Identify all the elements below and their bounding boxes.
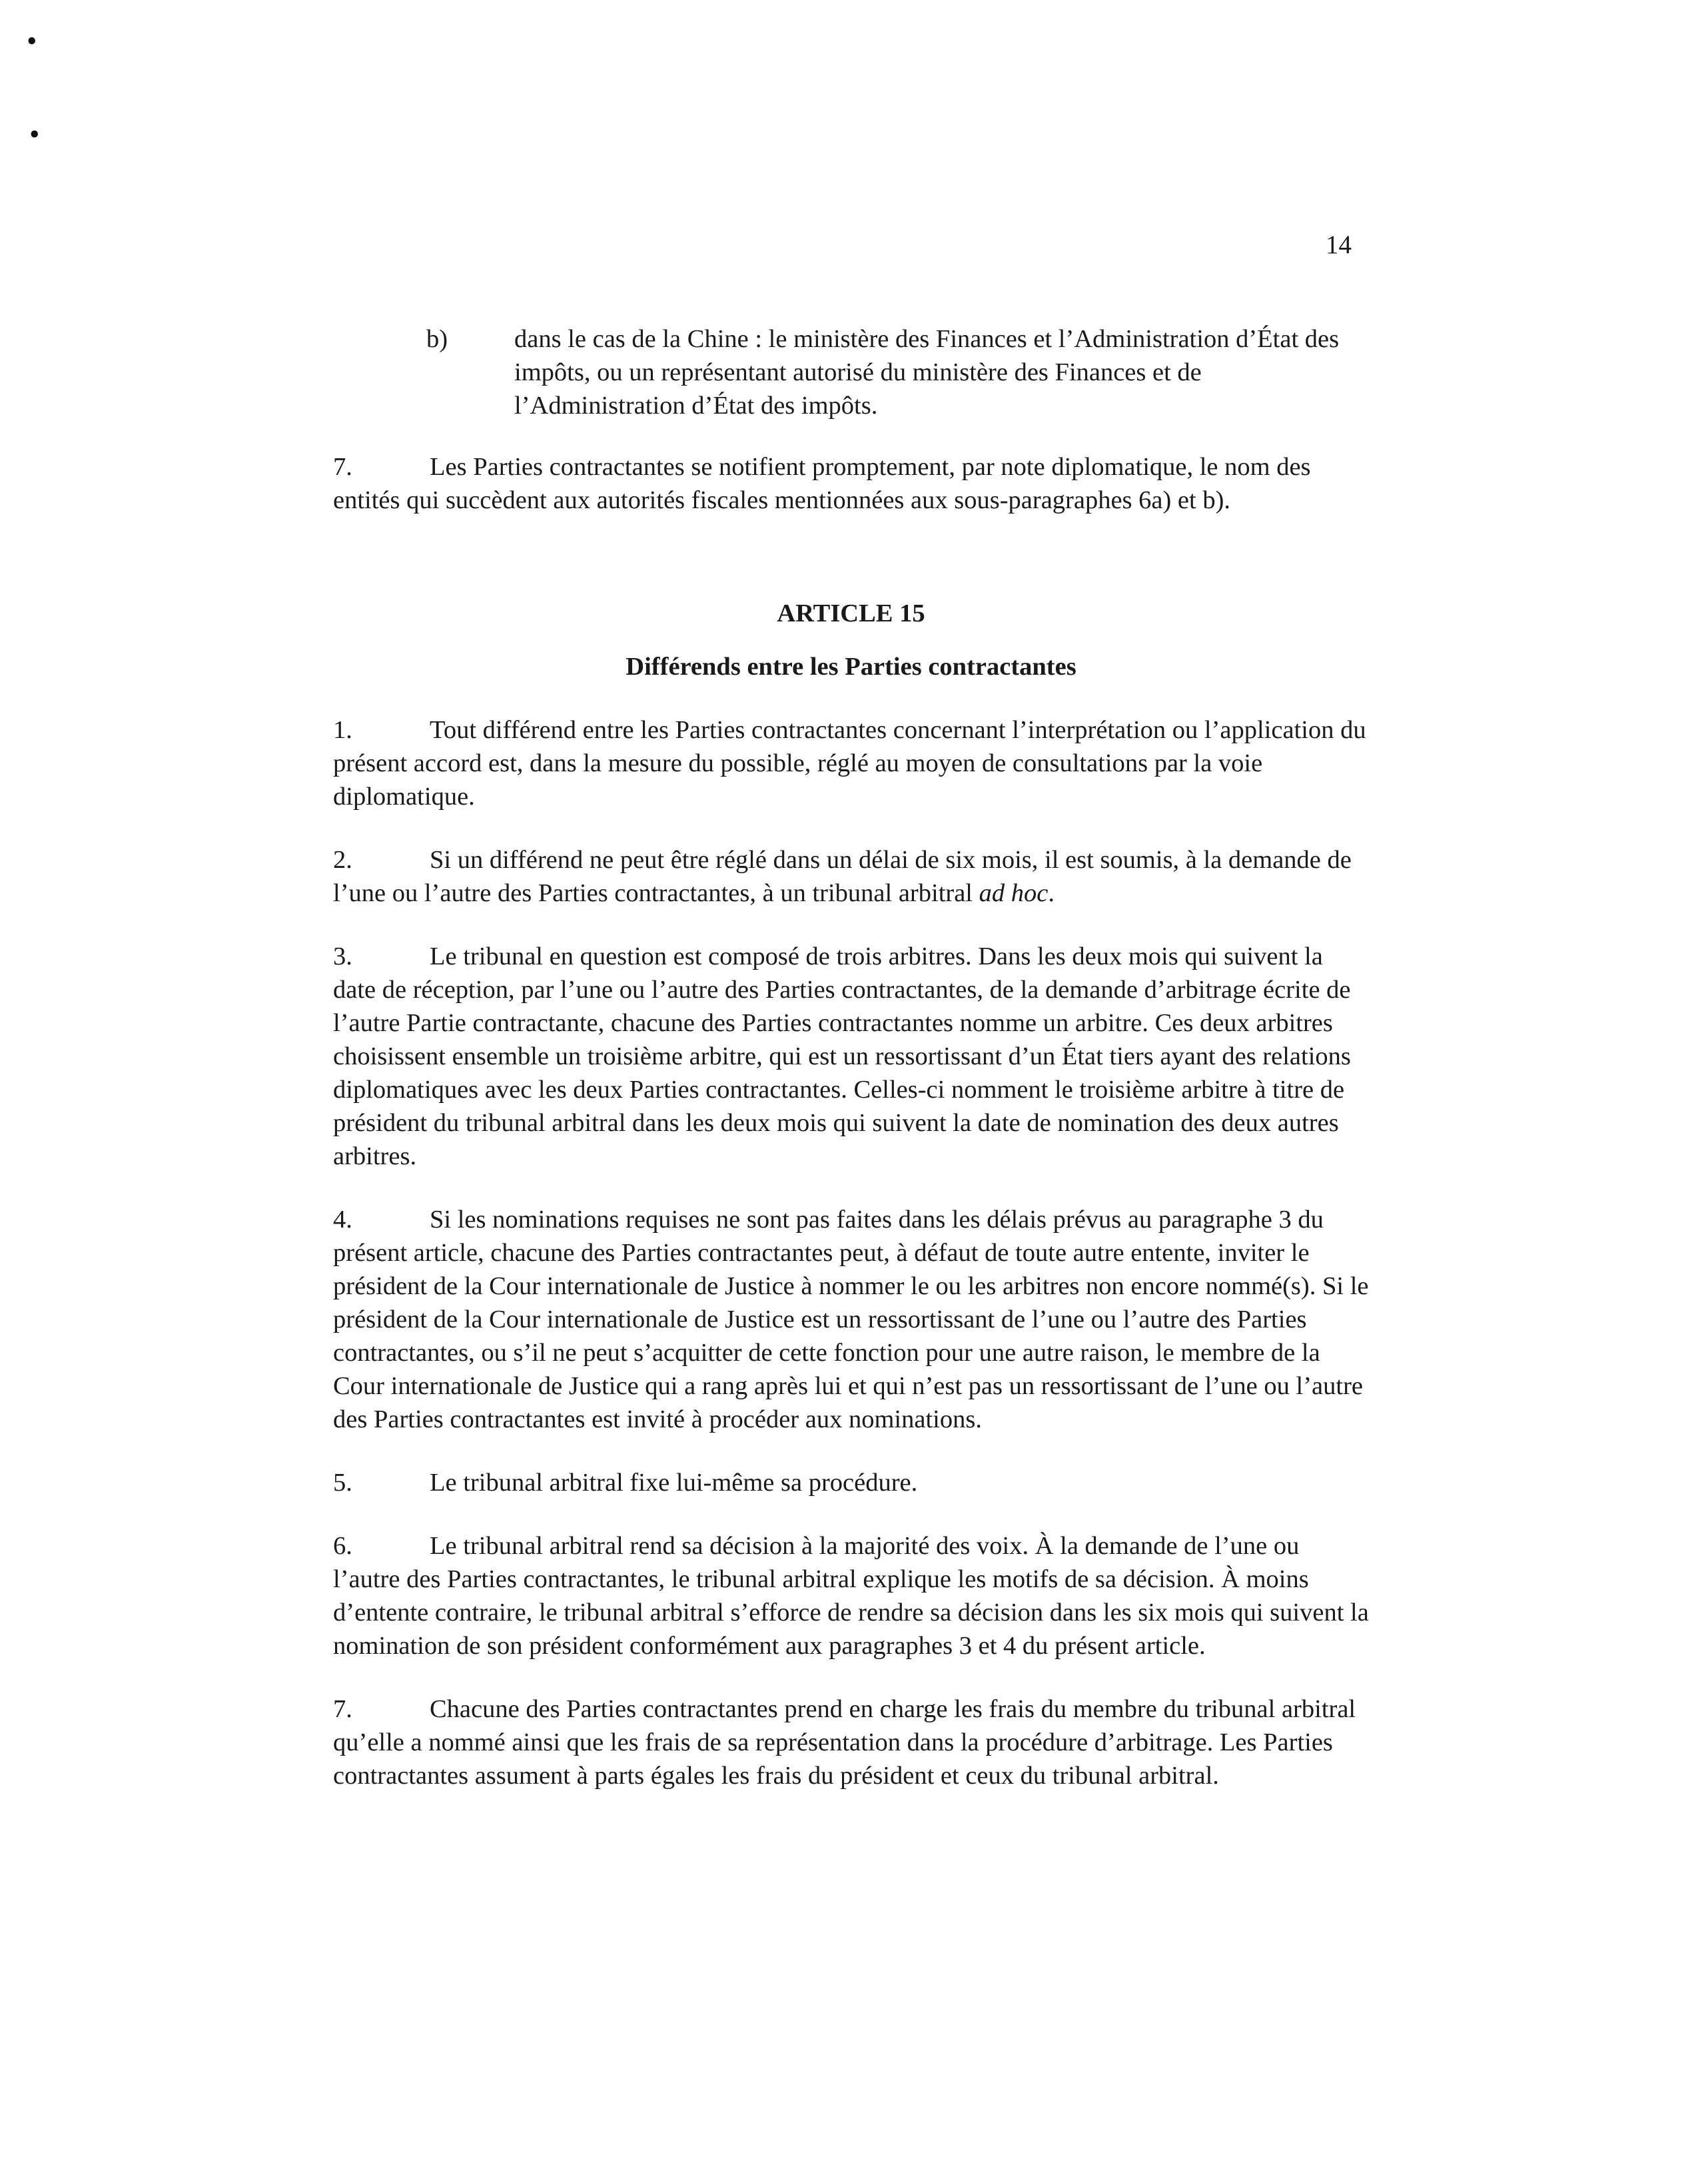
paragraph-text: Chacune des Parties contractantes prend en charge les frais du membre du tribunal arbitral qu’elle a nommé ainsi que les frais de sa représentation dans la procédure d’arbitrage. Les Parties contractantes assument à parts égales les frais du président et ceux du tribunal arbitral.: [333, 1695, 1356, 1790]
paragraph-text: Le tribunal en question est composé de trois arbitres. Dans les deux mois qui suivent la date de réception, par l’une ou l’autre des Parties contractantes, de la demande d’arbitrage écrite de l’autre Partie contractante, chacune des Parties contractantes nomme un arbitre. Ces deux arbitres choisissent ensemble un troisième arbitre, qui est un ressortissant d’un État tiers ayant des relations diplomatiques avec les deux Parties contractantes. Celles-ci nomment le troisième arbitre à titre de président du tribunal arbitral dans les deux mois qui suivent la date de nomination des deux autres arbitres.: [333, 942, 1351, 1170]
paragraph-text: Si les nominations requises ne sont pas faites dans les délais prévus au paragraphe 3 du présent article, chacune des Parties contractantes peut, à défaut de toute autre entente, inviter le président de la Cour internationale de Justice à nommer le ou les arbitres non encore nommé(s). Si le président de la Cour internationale de Justice est un ressortissant de l’une ou l’autre des Parties contractantes, ou s’il ne peut s’acquitter de cette fonction pour une autre raison, le membre de la Cour internationale de Justice qui a rang après lui et qui n’est pas un ressortissant de l’une ou l’autre des Parties contractantes est invité à procéder aux nominations.: [333, 1206, 1369, 1433]
article-paragraph-6: [333, 1529, 1369, 1662]
article-paragraph-2: [333, 843, 1369, 910]
article-title: Différends entre les Parties contractantes: [626, 653, 1076, 681]
paragraph-number: 4.: [333, 1206, 352, 1234]
article-paragraph-4: [333, 1203, 1369, 1436]
sub-paragraph-text: dans le cas de la Chine : le ministère des Finances et l’Administration d’État des impôts, ou un représentant autorisé du ministère des Finances et de l’Administration d’État des impôts.: [514, 325, 1340, 420]
scan-mark: •: [27, 25, 37, 57]
paragraph-number: 7.: [333, 453, 352, 481]
sub-paragraph-b: [333, 322, 1369, 422]
article-paragraph-7: [333, 1692, 1369, 1792]
sub-paragraph-label: b): [426, 325, 448, 353]
paragraph-text: Les Parties contractantes se notifient promptement, par note diplomatique, le nom des entités qui succèdent aux autorités fiscales mentionnées aux sous-paragraphes 6a) et b).: [333, 453, 1311, 514]
paragraph-number: 6.: [333, 1532, 352, 1560]
paragraph-text: Si un différend ne peut être réglé dans un délai de six mois, il est soumis, à la demande de l’une ou l’autre des Parties contractantes, à un tribunal arbitral: [333, 846, 1352, 907]
paragraph-italic-term: ad hoc: [979, 879, 1049, 907]
page-number: 14: [1326, 230, 1352, 259]
paragraph-number: 7.: [333, 1695, 352, 1723]
paragraph-number: 5.: [333, 1469, 352, 1497]
paragraph-number: 1.: [333, 716, 352, 744]
document-body: [333, 322, 1369, 1822]
paragraph-number: 3.: [333, 942, 352, 970]
paragraph-text: Tout différend entre les Parties contractantes concernant l’interprétation ou l’application du présent accord est, dans la mesure du possible, réglé au moyen de consultations par la voie diplomatique.: [333, 716, 1366, 811]
paragraph-text: Le tribunal arbitral fixe lui-même sa procédure.: [430, 1469, 918, 1497]
article-paragraph-1: [333, 713, 1369, 813]
article-paragraph-5: [333, 1466, 1369, 1499]
paragraph-end: .: [1048, 879, 1055, 907]
paragraph-7-intro: [333, 450, 1369, 517]
article-heading: ARTICLE 15: [777, 599, 925, 627]
scan-mark: •: [29, 118, 40, 151]
paragraph-number: 2.: [333, 846, 352, 874]
paragraph-text: Le tribunal arbitral rend sa décision à la majorité des voix. À la demande de l’une ou l’autre des Parties contractantes, le tribunal arbitral explique les motifs de sa décision. À moins d’entente contraire, le tribunal arbitral s’efforce de rendre sa décision dans les six mois qui suivent la nomination de son président conformément aux paragraphes 3 et 4 du présent article.: [333, 1532, 1369, 1660]
article-paragraph-3: [333, 940, 1369, 1173]
